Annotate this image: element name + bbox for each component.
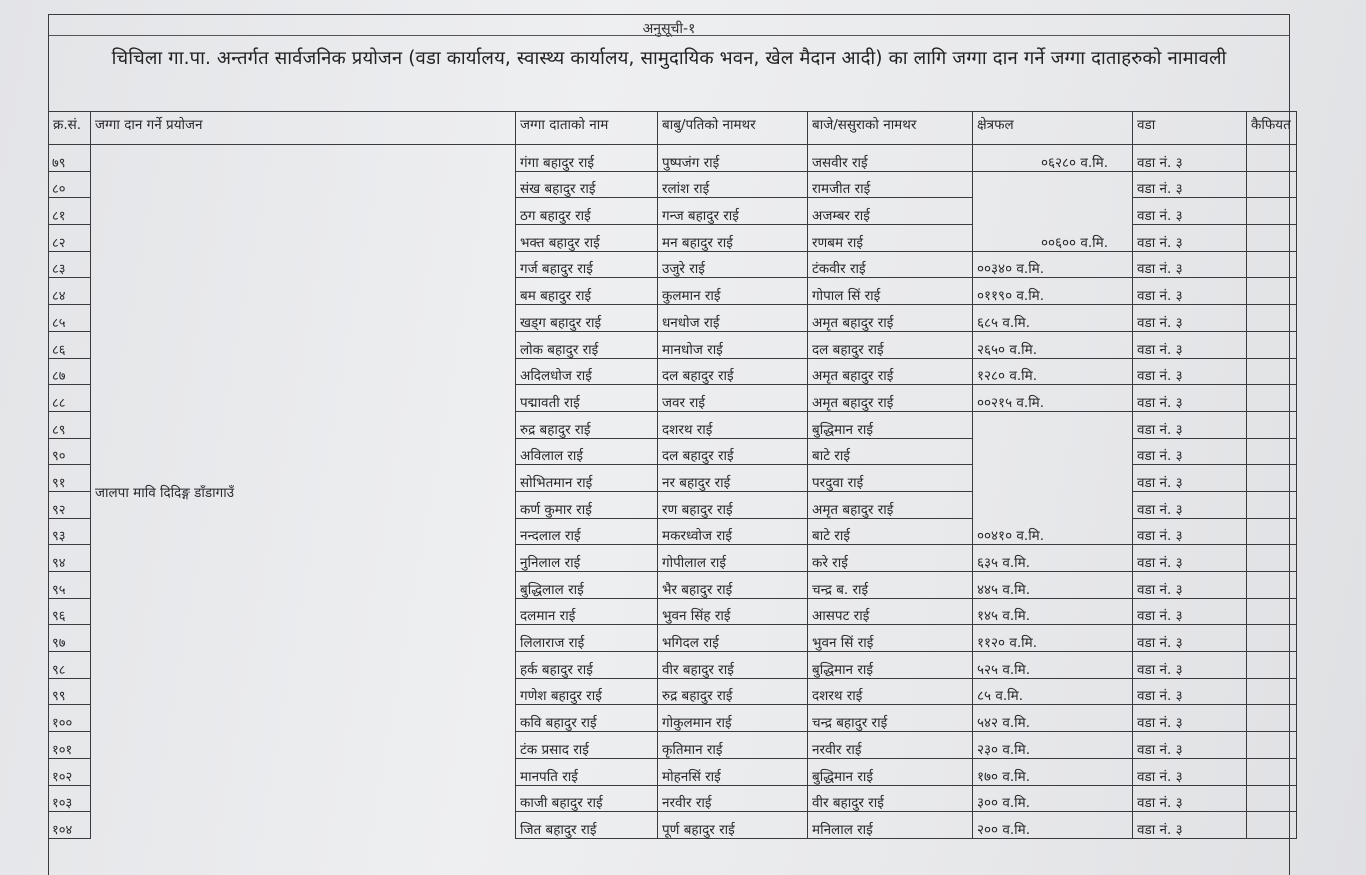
remarks-cell — [1247, 278, 1297, 305]
donor-name: दलमान राई — [516, 598, 658, 625]
donor-name: लिलाराज राई — [516, 625, 658, 652]
grandfather-name: दल बहादुर राई — [808, 331, 973, 358]
grandfather-name: रणबम राई — [808, 225, 973, 252]
father-name: कृतिमान राई — [658, 732, 808, 759]
donor-name: काजी बहादुर राई — [516, 785, 658, 812]
donor-name: पद्मावती राई — [516, 385, 658, 412]
donor-name: रुद्र बहादुर राई — [516, 411, 658, 438]
father-name: नर बहादुर राई — [658, 465, 808, 492]
grandfather-name: अजम्बर राई — [808, 198, 973, 225]
area-cell: ००६०० व.मि. — [973, 171, 1133, 251]
table-row — [49, 145, 1297, 172]
ward-cell: वडा नं. ३ — [1133, 331, 1247, 358]
donor-name: सोभितमान राई — [516, 465, 658, 492]
donor-name: नुनिलाल राई — [516, 545, 658, 572]
area-cell: ००२१५ व.मि. — [973, 385, 1133, 412]
area-cell: ४४५ व.मि. — [973, 572, 1133, 599]
father-name: रण बहादुर राई — [658, 491, 808, 518]
donor-name: मानपति राई — [516, 758, 658, 785]
row-sn: १०२ — [49, 758, 91, 785]
row-sn: ८४ — [49, 278, 91, 305]
ward-cell: वडा नं. ३ — [1133, 491, 1247, 518]
remarks-cell — [1247, 785, 1297, 812]
grandfather-name: परदुवा राई — [808, 465, 973, 492]
donor-name: नन्दलाल राई — [516, 518, 658, 545]
area-cell: ०११९० व.मि. — [973, 278, 1133, 305]
father-name: पुष्पजंग राई — [658, 145, 808, 172]
remarks-cell — [1247, 572, 1297, 599]
remarks-cell — [1247, 652, 1297, 679]
header-grandfather: बाजे/ससुराको नामथर — [808, 112, 973, 145]
remarks-cell — [1247, 358, 1297, 385]
grandfather-name: चन्द्र बहादुर राई — [808, 705, 973, 732]
area-cell: ८५ व.मि. — [973, 678, 1133, 705]
ward-cell: वडा नं. ३ — [1133, 705, 1247, 732]
header-donor: जग्गा दाताको नाम — [516, 112, 658, 145]
area-cell: ५२५ व.मि. — [973, 652, 1133, 679]
father-name: रलांश राई — [658, 171, 808, 198]
ward-cell: वडा नं. ३ — [1133, 785, 1247, 812]
area-cell: ०६२८० व.मि. — [973, 145, 1133, 172]
grandfather-name: अमृत बहादुर राई — [808, 385, 973, 412]
remarks-cell — [1247, 438, 1297, 465]
row-sn: ८५ — [49, 305, 91, 332]
document-heading: चिचिला गा.पा. अन्तर्गत सार्वजनिक प्रयोजन (वडा कार्यालय, स्वास्थ्य कार्यालय, सामुदायिक भवन, खेल मैदान आदी) का लागि जग्गा दान गर्ने जग्गा दाताहरुको नामावली — [111, 48, 1227, 69]
row-sn: १०० — [49, 705, 91, 732]
area-cell: १२८० व.मि. — [973, 358, 1133, 385]
remarks-cell — [1247, 411, 1297, 438]
row-sn: ९२ — [49, 491, 91, 518]
ward-cell: वडा नं. ३ — [1133, 278, 1247, 305]
header-purpose: जग्गा दान गर्ने प्रयोजन — [91, 112, 516, 145]
father-name: गोकुलमान राई — [658, 705, 808, 732]
grandfather-name: वीर बहादुर राई — [808, 785, 973, 812]
remarks-cell — [1247, 705, 1297, 732]
remarks-cell — [1247, 812, 1297, 839]
row-sn: १०३ — [49, 785, 91, 812]
father-name: गन्ज बहादुर राई — [658, 198, 808, 225]
ward-cell: वडा नं. ३ — [1133, 572, 1247, 599]
area-cell: ६८५ व.मि. — [973, 305, 1133, 332]
father-name: दशरथ राई — [658, 411, 808, 438]
ward-cell: वडा नं. ३ — [1133, 225, 1247, 252]
remarks-cell — [1247, 198, 1297, 225]
donor-name: लोक बहादुर राई — [516, 331, 658, 358]
donor-name: अविलाल राई — [516, 438, 658, 465]
father-name: नरवीर राई — [658, 785, 808, 812]
area-cell: १४५ व.मि. — [973, 598, 1133, 625]
remarks-cell — [1247, 145, 1297, 172]
area-cell: ००३४० व.मि. — [973, 251, 1133, 278]
ward-cell: वडा नं. ३ — [1133, 518, 1247, 545]
area-cell: ००४१० व.मि. — [973, 411, 1133, 544]
area-cell: २६५० व.मि. — [973, 331, 1133, 358]
grandfather-name: बुद्धिमान राई — [808, 758, 973, 785]
donor-name: कवि बहादुर राई — [516, 705, 658, 732]
row-sn: ९६ — [49, 598, 91, 625]
grandfather-name: करे राई — [808, 545, 973, 572]
donor-name: ठग बहादुर राई — [516, 198, 658, 225]
grandfather-name: नरवीर राई — [808, 732, 973, 759]
remarks-cell — [1247, 305, 1297, 332]
grandfather-name: अमृत बहादुर राई — [808, 305, 973, 332]
grandfather-name: अमृत बहादुर राई — [808, 358, 973, 385]
purpose-cell: जालपा मावि दिदिङ्ग डाँडागाउँ — [91, 145, 516, 839]
remarks-cell — [1247, 465, 1297, 492]
grandfather-name: दशरथ राई — [808, 678, 973, 705]
remarks-cell — [1247, 545, 1297, 572]
grandfather-name: बाटे राई — [808, 438, 973, 465]
grandfather-name: बुद्धिमान राई — [808, 411, 973, 438]
ward-cell: वडा नं. ३ — [1133, 171, 1247, 198]
ward-cell: वडा नं. ३ — [1133, 438, 1247, 465]
donor-name: जित बहादुर राई — [516, 812, 658, 839]
grandfather-name: जसवीर राई — [808, 145, 973, 172]
ward-cell: वडा नं. ३ — [1133, 545, 1247, 572]
row-sn: ८९ — [49, 411, 91, 438]
row-sn: ७९ — [49, 145, 91, 172]
donor-name: खड्ग बहादुर राई — [516, 305, 658, 332]
row-sn: ८८ — [49, 385, 91, 412]
donor-name: बम बहादुर राई — [516, 278, 658, 305]
header-area: क्षेत्रफल — [973, 112, 1133, 145]
grandfather-name: आसपट राई — [808, 598, 973, 625]
ward-cell: वडा नं. ३ — [1133, 251, 1247, 278]
father-name: पूर्ण बहादुर राई — [658, 812, 808, 839]
remarks-cell — [1247, 598, 1297, 625]
ward-cell: वडा नं. ३ — [1133, 411, 1247, 438]
remarks-cell — [1247, 385, 1297, 412]
father-name: भैर बहादुर राई — [658, 572, 808, 599]
ward-cell: वडा नं. ३ — [1133, 625, 1247, 652]
father-name: रुद्र बहादुर राई — [658, 678, 808, 705]
ward-cell: वडा नं. ३ — [1133, 198, 1247, 225]
father-name: गोपीलाल राई — [658, 545, 808, 572]
row-sn: ८० — [49, 171, 91, 198]
ward-cell: वडा नं. ३ — [1133, 732, 1247, 759]
row-sn: ९० — [49, 438, 91, 465]
row-sn: १०४ — [49, 812, 91, 839]
row-sn: ९३ — [49, 518, 91, 545]
header-father: बाबु/पतिको नामथर — [658, 112, 808, 145]
table-body — [49, 145, 1297, 839]
donor-name: हर्क बहादुर राई — [516, 652, 658, 679]
remarks-cell — [1247, 678, 1297, 705]
remarks-cell — [1247, 518, 1297, 545]
father-name: दल बहादुर राई — [658, 438, 808, 465]
grandfather-name: मनिलाल राई — [808, 812, 973, 839]
row-sn: ९५ — [49, 572, 91, 599]
donor-name: गंगा बहादुर राई — [516, 145, 658, 172]
area-cell: १७० व.मि. — [973, 758, 1133, 785]
ward-cell: वडा नं. ३ — [1133, 305, 1247, 332]
father-name: मानधोज राई — [658, 331, 808, 358]
donor-name: गणेश बहादुर राई — [516, 678, 658, 705]
donor-name: टंक प्रसाद राई — [516, 732, 658, 759]
row-sn: १०१ — [49, 732, 91, 759]
remarks-cell — [1247, 732, 1297, 759]
header-remarks: कैफियत — [1247, 112, 1297, 145]
father-name: धनधोज राई — [658, 305, 808, 332]
row-sn: ९४ — [49, 545, 91, 572]
grandfather-name: अमृत बहादुर राई — [808, 491, 973, 518]
father-name: भगिदल राई — [658, 625, 808, 652]
row-sn: ९८ — [49, 652, 91, 679]
row-sn: ८१ — [49, 198, 91, 225]
grandfather-name: टंकवीर राई — [808, 251, 973, 278]
father-name: उजुरे राई — [658, 251, 808, 278]
row-sn: ८७ — [49, 358, 91, 385]
grandfather-name: रामजीत राई — [808, 171, 973, 198]
donor-table — [48, 111, 1297, 839]
row-sn: ८२ — [49, 225, 91, 252]
row-sn: ८६ — [49, 331, 91, 358]
row-sn: ९७ — [49, 625, 91, 652]
donor-name: बुद्धिलाल राई — [516, 572, 658, 599]
ward-cell: वडा नं. ३ — [1133, 758, 1247, 785]
father-name: जवर राई — [658, 385, 808, 412]
remarks-cell — [1247, 331, 1297, 358]
remarks-cell — [1247, 625, 1297, 652]
grandfather-name: बाटे राई — [808, 518, 973, 545]
area-cell: ५४२ व.मि. — [973, 705, 1133, 732]
row-sn: ९९ — [49, 678, 91, 705]
grandfather-name: बुद्धिमान राई — [808, 652, 973, 679]
area-cell: २३० व.मि. — [973, 732, 1133, 759]
remarks-cell — [1247, 758, 1297, 785]
area-cell: २०० व.मि. — [973, 812, 1133, 839]
ward-cell: वडा नं. ३ — [1133, 812, 1247, 839]
donor-name: कर्ण कुमार राई — [516, 491, 658, 518]
remarks-cell — [1247, 491, 1297, 518]
remarks-cell — [1247, 171, 1297, 198]
ward-cell: वडा नं. ३ — [1133, 598, 1247, 625]
father-name: भुवन सिंह राई — [658, 598, 808, 625]
ward-cell: वडा नं. ३ — [1133, 465, 1247, 492]
father-name: मोहनसिं राई — [658, 758, 808, 785]
donor-name: गर्ज बहादुर राई — [516, 251, 658, 278]
header-ward: वडा — [1133, 112, 1247, 145]
table-header-row — [49, 112, 1297, 145]
remarks-cell — [1247, 251, 1297, 278]
ward-cell: वडा नं. ३ — [1133, 385, 1247, 412]
remarks-cell — [1247, 225, 1297, 252]
father-name: मकरध्वोज राई — [658, 518, 808, 545]
grandfather-name: गोपाल सिं राई — [808, 278, 973, 305]
area-cell: ३०० व.मि. — [973, 785, 1133, 812]
row-sn: ८३ — [49, 251, 91, 278]
row-sn: ९१ — [49, 465, 91, 492]
donor-name: भक्त बहादुर राई — [516, 225, 658, 252]
ward-cell: वडा नं. ३ — [1133, 652, 1247, 679]
father-name: दल बहादुर राई — [658, 358, 808, 385]
ward-cell: वडा नं. ३ — [1133, 358, 1247, 385]
grandfather-name: भुवन सिं राई — [808, 625, 973, 652]
heading-rule — [49, 35, 1289, 36]
grandfather-name: चन्द्र ब. राई — [808, 572, 973, 599]
donor-name: संख बहादुर राई — [516, 171, 658, 198]
area-cell: ११२० व.मि. — [973, 625, 1133, 652]
schedule-label: अनुसूची-१ — [642, 21, 696, 37]
father-name: मन बहादुर राई — [658, 225, 808, 252]
area-cell: ६३५ व.मि. — [973, 545, 1133, 572]
header-sn: क्र.सं. — [49, 112, 91, 145]
donor-name: अदिलधोज राई — [516, 358, 658, 385]
ward-cell: वडा नं. ३ — [1133, 145, 1247, 172]
father-name: कुलमान राई — [658, 278, 808, 305]
ward-cell: वडा नं. ३ — [1133, 678, 1247, 705]
father-name: वीर बहादुर राई — [658, 652, 808, 679]
